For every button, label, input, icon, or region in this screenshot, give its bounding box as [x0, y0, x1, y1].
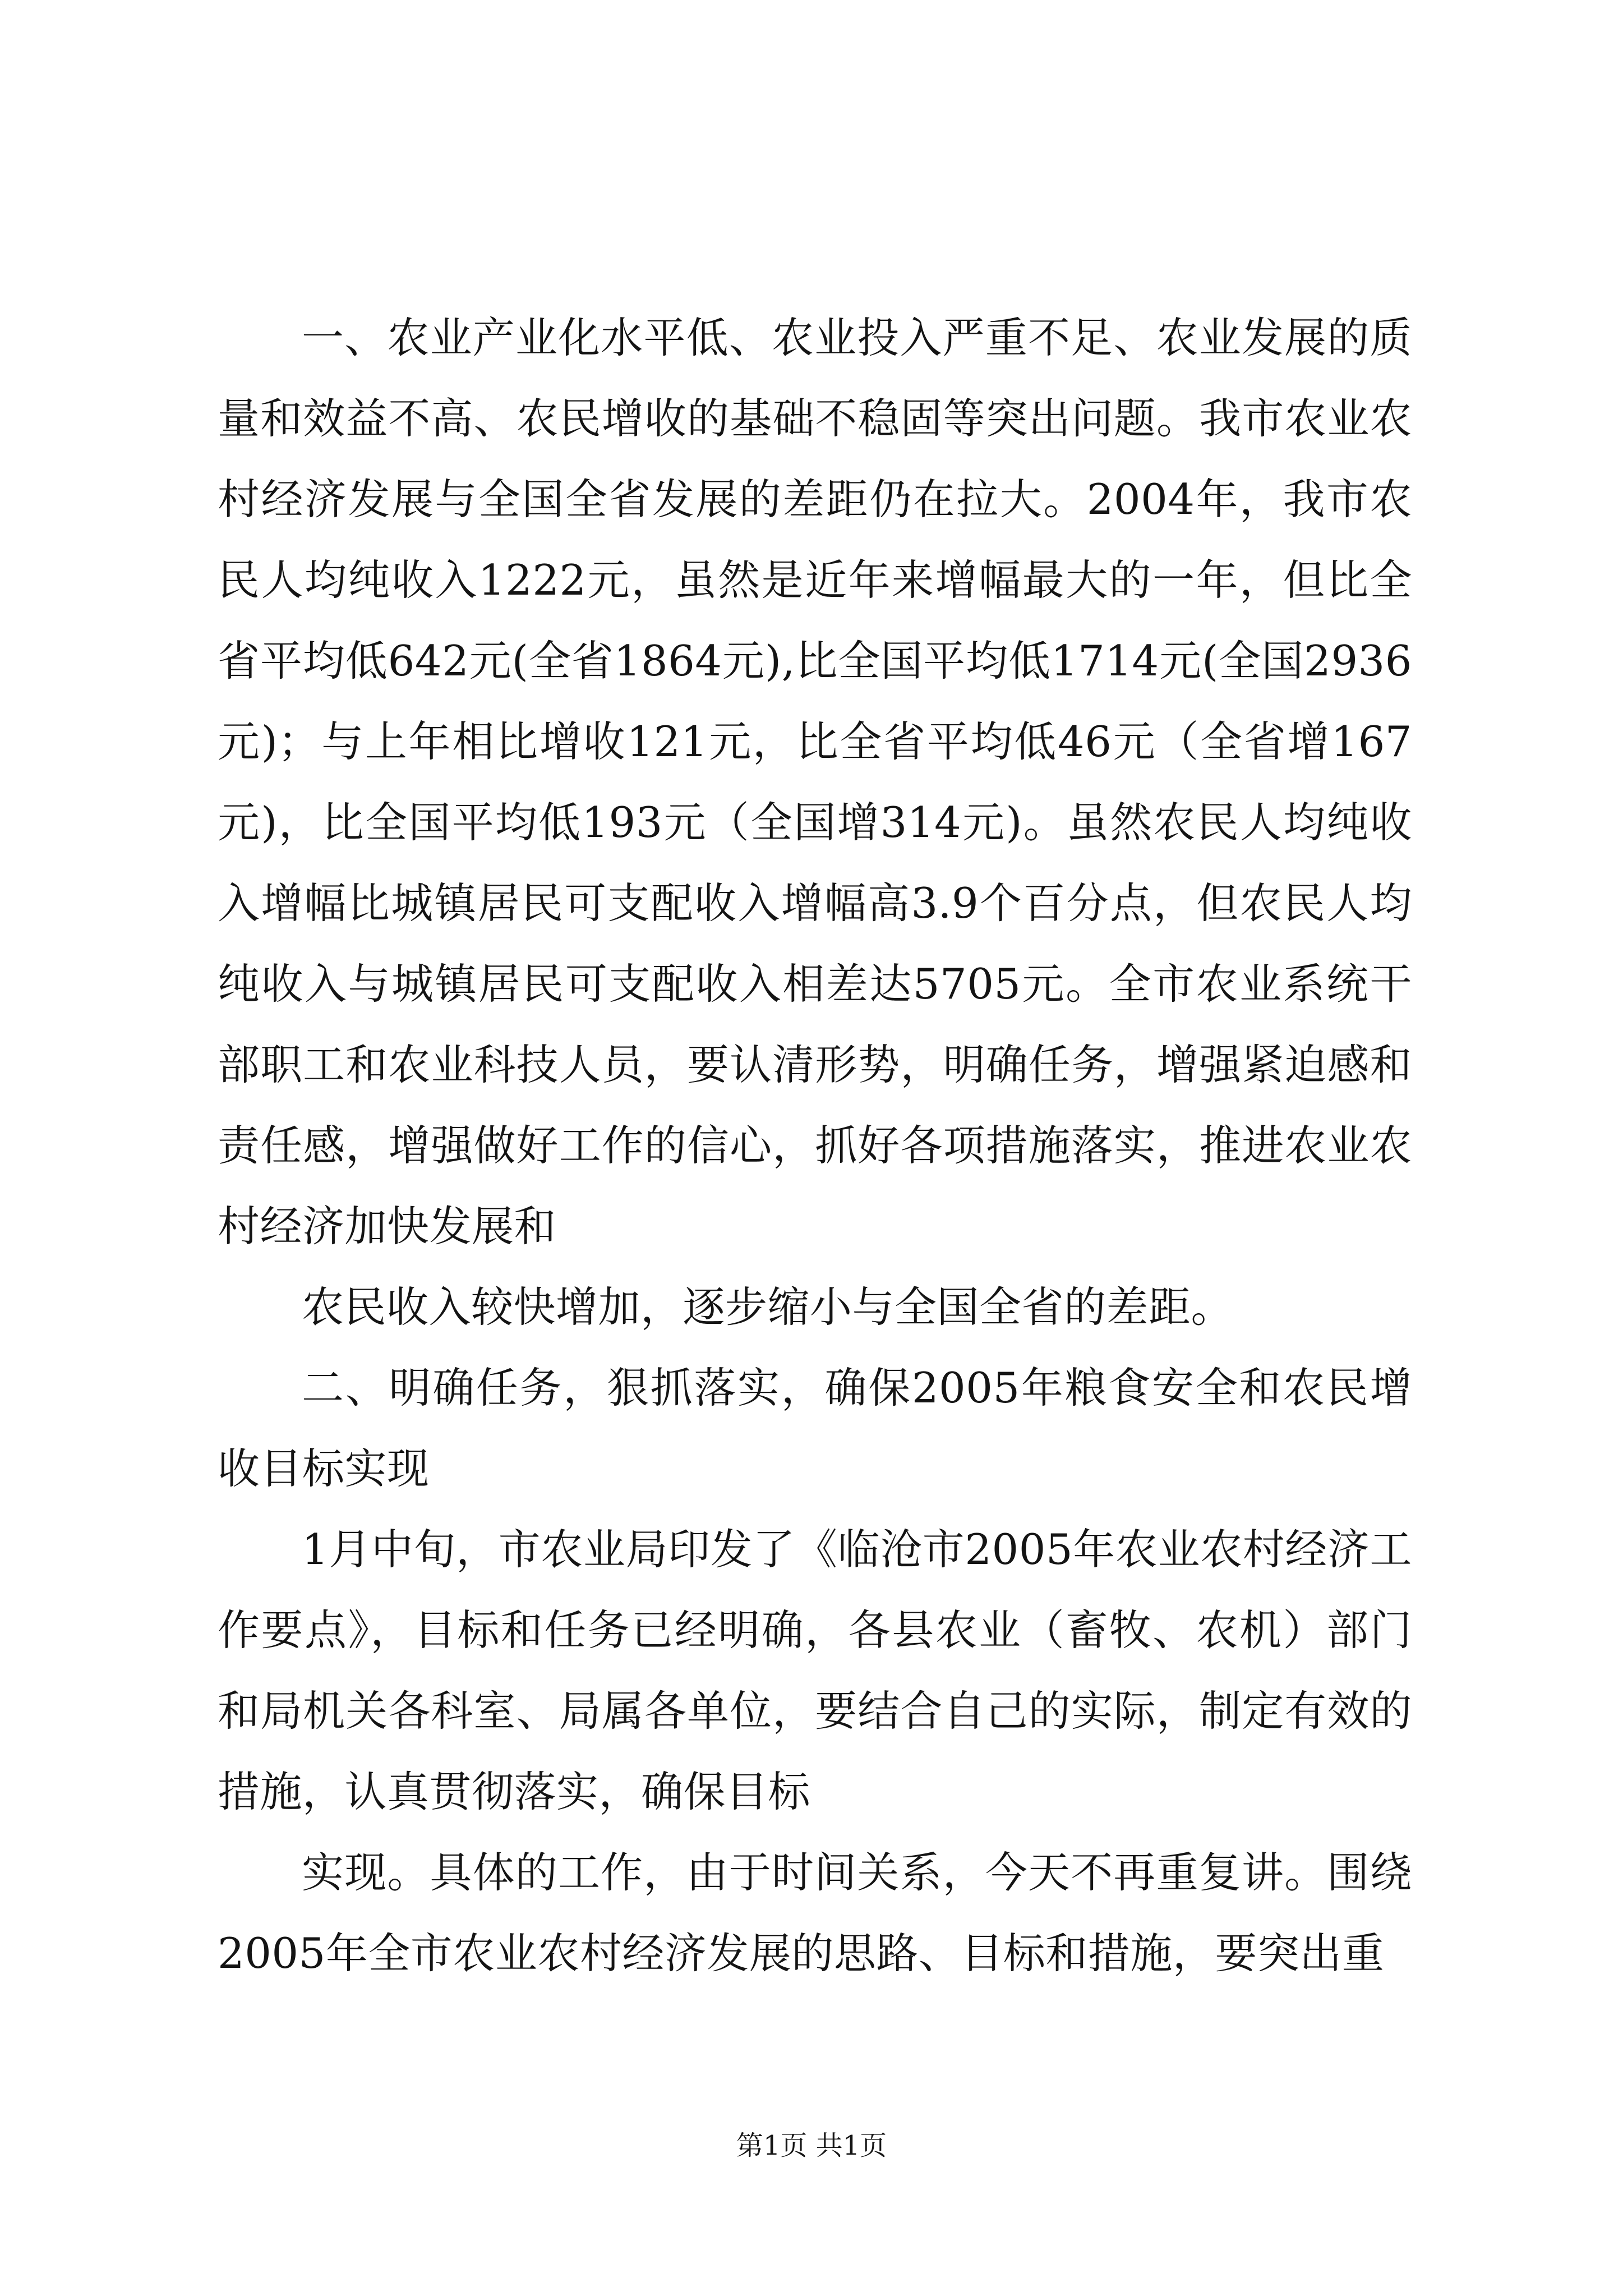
paragraph-3: 二、明确任务，狠抓落实，确保2005年粮食安全和农民增收目标实现 — [218, 1363, 1412, 1493]
paragraph-2: 农民收入较快增加，逐步缩小与全国全省的差距。 — [302, 1282, 1234, 1332]
paragraph-4: 1月中旬，市农业局印发了《临沧市2005年农业农村经济工作要点》，目标和任务已经明确，各县农业（畜牧、农机）部门和局机关各科室、局属各单位，要结合自己的实际，制定有效的措施，认真贯彻落实，确保目标 — [218, 1525, 1412, 1816]
document-body — [218, 297, 1412, 1994]
page-footer: 第1页 共1页 — [736, 2130, 887, 2161]
paragraph-5: 实现。具体的工作，由于时间关系，今天不再重复讲。围绕2005年全市农业农村经济发展的思路、目标和措施，要突出重 — [218, 1848, 1412, 1978]
paragraph-1: 一、农业产业化水平低、农业投入严重不足、农业发展的质量和效益不高、农民增收的基础不稳固等突出问题。我市农业农村经济发展与全国全省发展的差距仍在拉大。2004年，我市农民人均纯收入1222元，虽然是近年来增幅最大的一年，但比全省平均低642元(全省1864元),比全国平均低1714元(全国2936元)；与上年相比增收121元，比全省平均低46元（全省增167元)，比全国平均低193元（全国增314元)。虽然农民人均纯收入增幅比城镇居民可支配收入增幅高3.9个百分点，但农民人均纯收入与城镇居民可支配收入相差达5705元。全市农业系统干部职工和农业科技人员，要认清形势，明确任务，增强紧迫感和责任感，增强做好工作的信心，抓好各项措施落实，推进农业农村经济加快发展和 — [218, 313, 1412, 1251]
